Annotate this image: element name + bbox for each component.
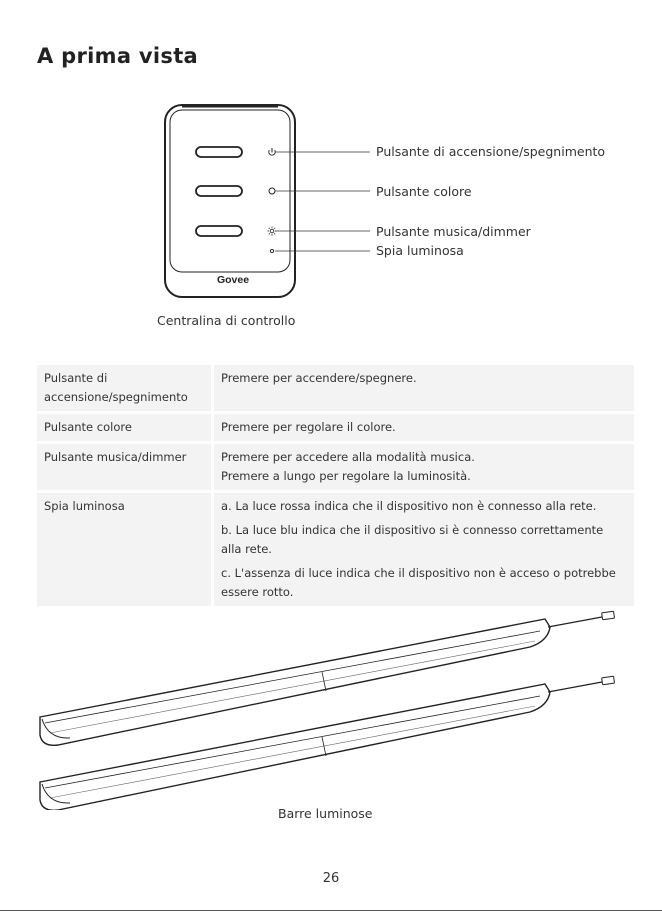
description-text: Premere per accedere alla modalità musica. [221,450,475,464]
description-text: c. L'assenza di luce indica che il dispositivo non è acceso o potrebbe essere rotto. [221,566,616,599]
description-text: a. La luce rossa indica che il dispositivo non è connesso alla rete. [221,499,597,513]
row-label-line: Pulsante di [44,371,108,385]
row-label: Spia luminosa [37,493,211,606]
row-description [211,414,634,441]
row-label: Pulsante colore [37,414,211,441]
table-row [37,414,634,441]
light-bars-caption: Barre luminose [278,806,373,821]
light-bar-top [40,611,614,745]
bottom-rule [0,910,662,911]
controller-caption: Centralina di controllo [157,313,296,328]
row-label: Pulsante musica/dimmer [37,444,211,490]
row-description [211,493,634,606]
light-bar-bottom [40,676,614,810]
description-text: b. La luce blu indica che il dispositivo si è connesso correttamente alla rete. [221,523,604,556]
light-bars-illustration [30,605,630,810]
callout-lines [270,140,380,260]
row-description [211,444,634,490]
callout-power-button: Pulsante di accensione/spegnimento [376,144,606,159]
callout-indicator-light: Spia luminosa [376,243,464,258]
table-row [37,493,634,606]
row-label-line: accensione/spegnimento [44,390,188,404]
brand-logo: Govee [216,274,250,286]
callout-music-button: Pulsante musica/dimmer [376,224,531,239]
table-row [37,365,634,411]
row-label [37,365,211,411]
description-text: Premere per regolare il colore. [221,420,396,434]
button-functions-table [37,362,634,609]
description-text: Premere a lungo per regolare la luminosità. [221,469,471,483]
row-description [211,365,634,411]
page-title: A prima vista [37,44,199,68]
description-text: Premere per accendere/spegnere. [221,371,417,385]
callout-color-button: Pulsante colore [376,184,472,199]
table-row [37,444,634,490]
page-number: 26 [322,871,340,886]
